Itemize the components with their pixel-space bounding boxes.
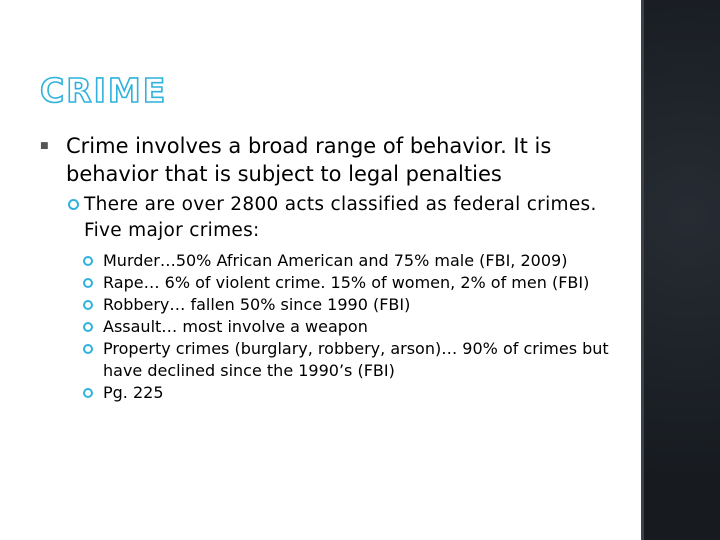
crime-list [40, 250, 630, 404]
main-point-text: Crime involves a broad range of behavior. It is behavior that is subject to legal penalties [66, 134, 552, 186]
sub-point [40, 192, 630, 244]
circle-bullet-icon [83, 344, 93, 354]
list-item-text: Pg. 225 [103, 383, 164, 402]
small-bullet-icon: ■ [40, 141, 49, 151]
slide-title: CRIME [40, 71, 168, 110]
slide-body [40, 132, 630, 404]
list-item-text: Assault… most involve a weapon [103, 317, 368, 336]
main-point [40, 132, 630, 188]
sidebar-divider [641, 0, 644, 540]
list-item [40, 338, 630, 382]
list-item-text: Robbery… fallen 50% since 1990 (FBI) [103, 295, 411, 314]
list-item-text: Property crimes (burglary, robbery, arson)… 90% of crimes but have declined since the 1990’s (FBI) [103, 339, 609, 380]
circle-bullet-icon [83, 278, 93, 288]
list-item [40, 272, 630, 294]
circle-bullet-icon [68, 199, 79, 210]
circle-bullet-icon [83, 256, 93, 266]
list-item [40, 382, 630, 404]
list-item [40, 294, 630, 316]
list-item-text: Rape… 6% of violent crime. 15% of women, 2% of men (FBI) [103, 273, 590, 292]
list-item-text: Murder…50% African American and 75% male (FBI, 2009) [103, 251, 568, 270]
sidebar-panel [641, 0, 720, 540]
circle-bullet-icon [83, 388, 93, 398]
list-item [40, 250, 630, 272]
list-item [40, 316, 630, 338]
sub-point-text: There are over 2800 acts classified as federal crimes. Five major crimes: [84, 194, 597, 241]
circle-bullet-icon [83, 300, 93, 310]
circle-bullet-icon [83, 322, 93, 332]
